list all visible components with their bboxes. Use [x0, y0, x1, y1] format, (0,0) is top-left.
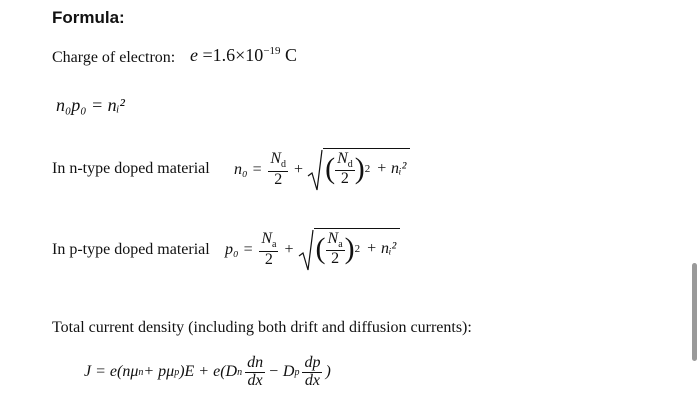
ptype-lhs: p₀ = [225, 241, 254, 258]
current-fraction-dn [245, 355, 265, 390]
ptype-square: 2 [354, 243, 361, 256]
charge-symbol: e [190, 45, 198, 65]
ntype-radicand: ( $\frac{N_d}{2}$ ) 2 + nᵢ² [323, 148, 410, 188]
ntype-lhs: n₀ = [234, 161, 263, 178]
ptype-fraction [259, 231, 278, 268]
charge-exponent: −19 [263, 45, 281, 57]
ntype-inner-sub: d [347, 158, 353, 170]
current-part3: )E + e(D [179, 363, 238, 380]
ptype-inner-num: N [327, 229, 339, 247]
current-sub-dp: p [294, 366, 300, 378]
ptype-inner-den: 2 [331, 250, 340, 268]
ntype-num-sub: d [281, 159, 287, 171]
charge-value: =1.6×10 [198, 45, 264, 65]
current-label: Total current density (including both drift and diffusion currents): [52, 319, 472, 336]
ntype-inner-num: N [337, 149, 348, 167]
ptype-den: 2 [264, 250, 273, 268]
current-part2: + pμ [143, 363, 175, 380]
charge-formula [190, 45, 297, 66]
current-frac1-den: dx [247, 371, 263, 389]
ptype-label: In p-type doped material [52, 241, 210, 258]
ptype-inner-sub: a [338, 238, 343, 250]
charge-unit: C [280, 45, 298, 65]
heading: Formula: [52, 8, 125, 27]
charge-label: Charge of electron: [52, 49, 176, 66]
ntype-square: 2 [364, 163, 371, 176]
ptype-num-sub: a [272, 239, 277, 251]
current-frac2-num: dp [304, 353, 321, 371]
ntype-inner-den: 2 [340, 170, 349, 188]
ptype-num: N [261, 230, 273, 248]
current-formula [84, 350, 331, 394]
current-frac1-num: dn [247, 353, 264, 371]
current-sub-n: n [138, 366, 144, 378]
ntype-tail: + nᵢ² [376, 160, 407, 178]
ntype-den: 2 [274, 170, 283, 188]
current-part1: J = e(nμ [84, 363, 139, 380]
ptype-formula: p₀ = $\frac{N_a}{2}$ + ( $\frac{N_a}{2}$ ) 2 + nᵢ² [225, 226, 400, 274]
current-sub-p: p [174, 366, 180, 378]
mass-action-law: n₀p₀ = nᵢ² [56, 95, 125, 115]
vertical-scrollbar[interactable] [692, 263, 697, 361]
current-sub-dn: n [237, 366, 243, 378]
ptype-sqrt-sign [298, 228, 314, 272]
ntype-sqrt-sign [307, 148, 323, 192]
ptype-inner-fraction [326, 231, 345, 268]
ptype-tail: + nᵢ² [366, 240, 397, 258]
ntype-inner-fraction [335, 151, 355, 188]
current-fraction-dp [302, 355, 322, 390]
current-minus: − D [268, 363, 295, 380]
current-frac2-den: dx [304, 371, 320, 389]
ntype-fraction [268, 151, 288, 188]
ptype-radicand: ( $\frac{N_a}{2}$ ) 2 + nᵢ² [314, 228, 401, 268]
ntype-formula: n₀ = $\frac{N_d}{2}$ + ( $\frac{N_d}{2}$ ) 2 + nᵢ² [234, 146, 410, 194]
current-close: ) [325, 363, 331, 380]
ntype-num: N [270, 150, 282, 168]
ntype-label: In n-type doped material [52, 160, 210, 177]
